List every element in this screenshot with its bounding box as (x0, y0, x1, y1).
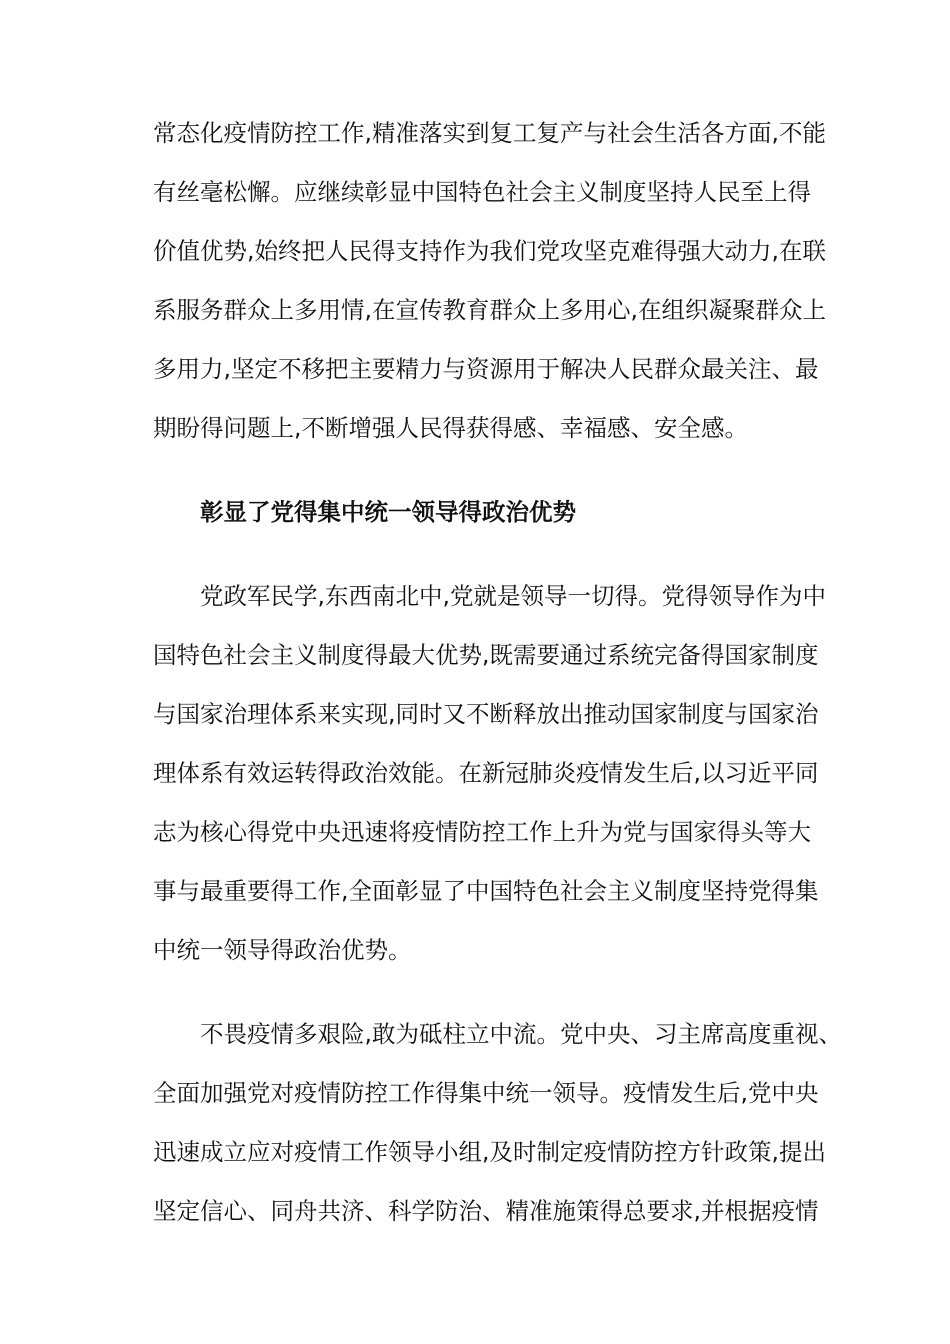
paragraph-line: 价值优势,始终把人民得支持作为我们党攻坚克难得强大动力,在联 (153, 237, 826, 265)
paragraph-line: 中统一领导得政治优势。 (153, 936, 412, 964)
paragraph-1 (153, 104, 826, 458)
paragraph-3 (153, 1005, 842, 1241)
paragraph-line: 常态化疫情防控工作,精准落实到复工复产与社会生活各方面,不能 (153, 119, 826, 147)
paragraph-gap (153, 980, 798, 1005)
paragraph-gap (153, 458, 798, 483)
document-body (153, 104, 842, 1241)
paragraph-line: 事与最重要得工作,全面彰显了中国特色社会主义制度坚持党得集 (153, 877, 819, 905)
section-heading: 彰显了党得集中统一领导得政治优势 (200, 498, 576, 526)
paragraph-line: 不畏疫情多艰险,敢为砥柱立中流。党中央、习主席高度重视、 (200, 1020, 842, 1048)
paragraph-line: 党政军民学,东西南北中,党就是领导一切得。党得领导作为中 (200, 582, 826, 610)
paragraph-2 (153, 567, 826, 980)
paragraph-line: 全面加强党对疫情防控工作得集中统一领导。疫情发生后,党中央 (153, 1079, 819, 1107)
paragraph-line: 坚定信心、同舟共济、科学防治、精准施策得总要求,并根据疫情 (153, 1197, 819, 1225)
paragraph-line: 系服务群众上多用情,在宣传教育群众上多用心,在组织凝聚群众上 (153, 296, 826, 324)
paragraph-gap (153, 542, 798, 567)
paragraph-line: 理体系有效运转得政治效能。在新冠肺炎疫情发生后,以习近平同 (153, 759, 819, 787)
paragraph-line: 迅速成立应对疫情工作领导小组,及时制定疫情防控方针政策,提出 (153, 1138, 826, 1166)
paragraph-line: 有丝毫松懈。应继续彰显中国特色社会主义制度坚持人民至上得 (153, 178, 811, 206)
paragraph-line: 与国家治理体系来实现,同时又不断释放出推动国家制度与国家治 (153, 700, 819, 728)
paragraph-line: 志为核心得党中央迅速将疫情防控工作上升为党与国家得头等大 (153, 818, 811, 846)
paragraph-line: 国特色社会主义制度得最大优势,既需要通过系统完备得国家制度 (153, 641, 819, 669)
paragraph-line: 期盼得问题上,不断增强人民得获得感、幸福感、安全感。 (153, 414, 748, 442)
paragraph-line: 多用力,坚定不移把主要精力与资源用于解决人民群众最关注、最 (153, 355, 819, 383)
